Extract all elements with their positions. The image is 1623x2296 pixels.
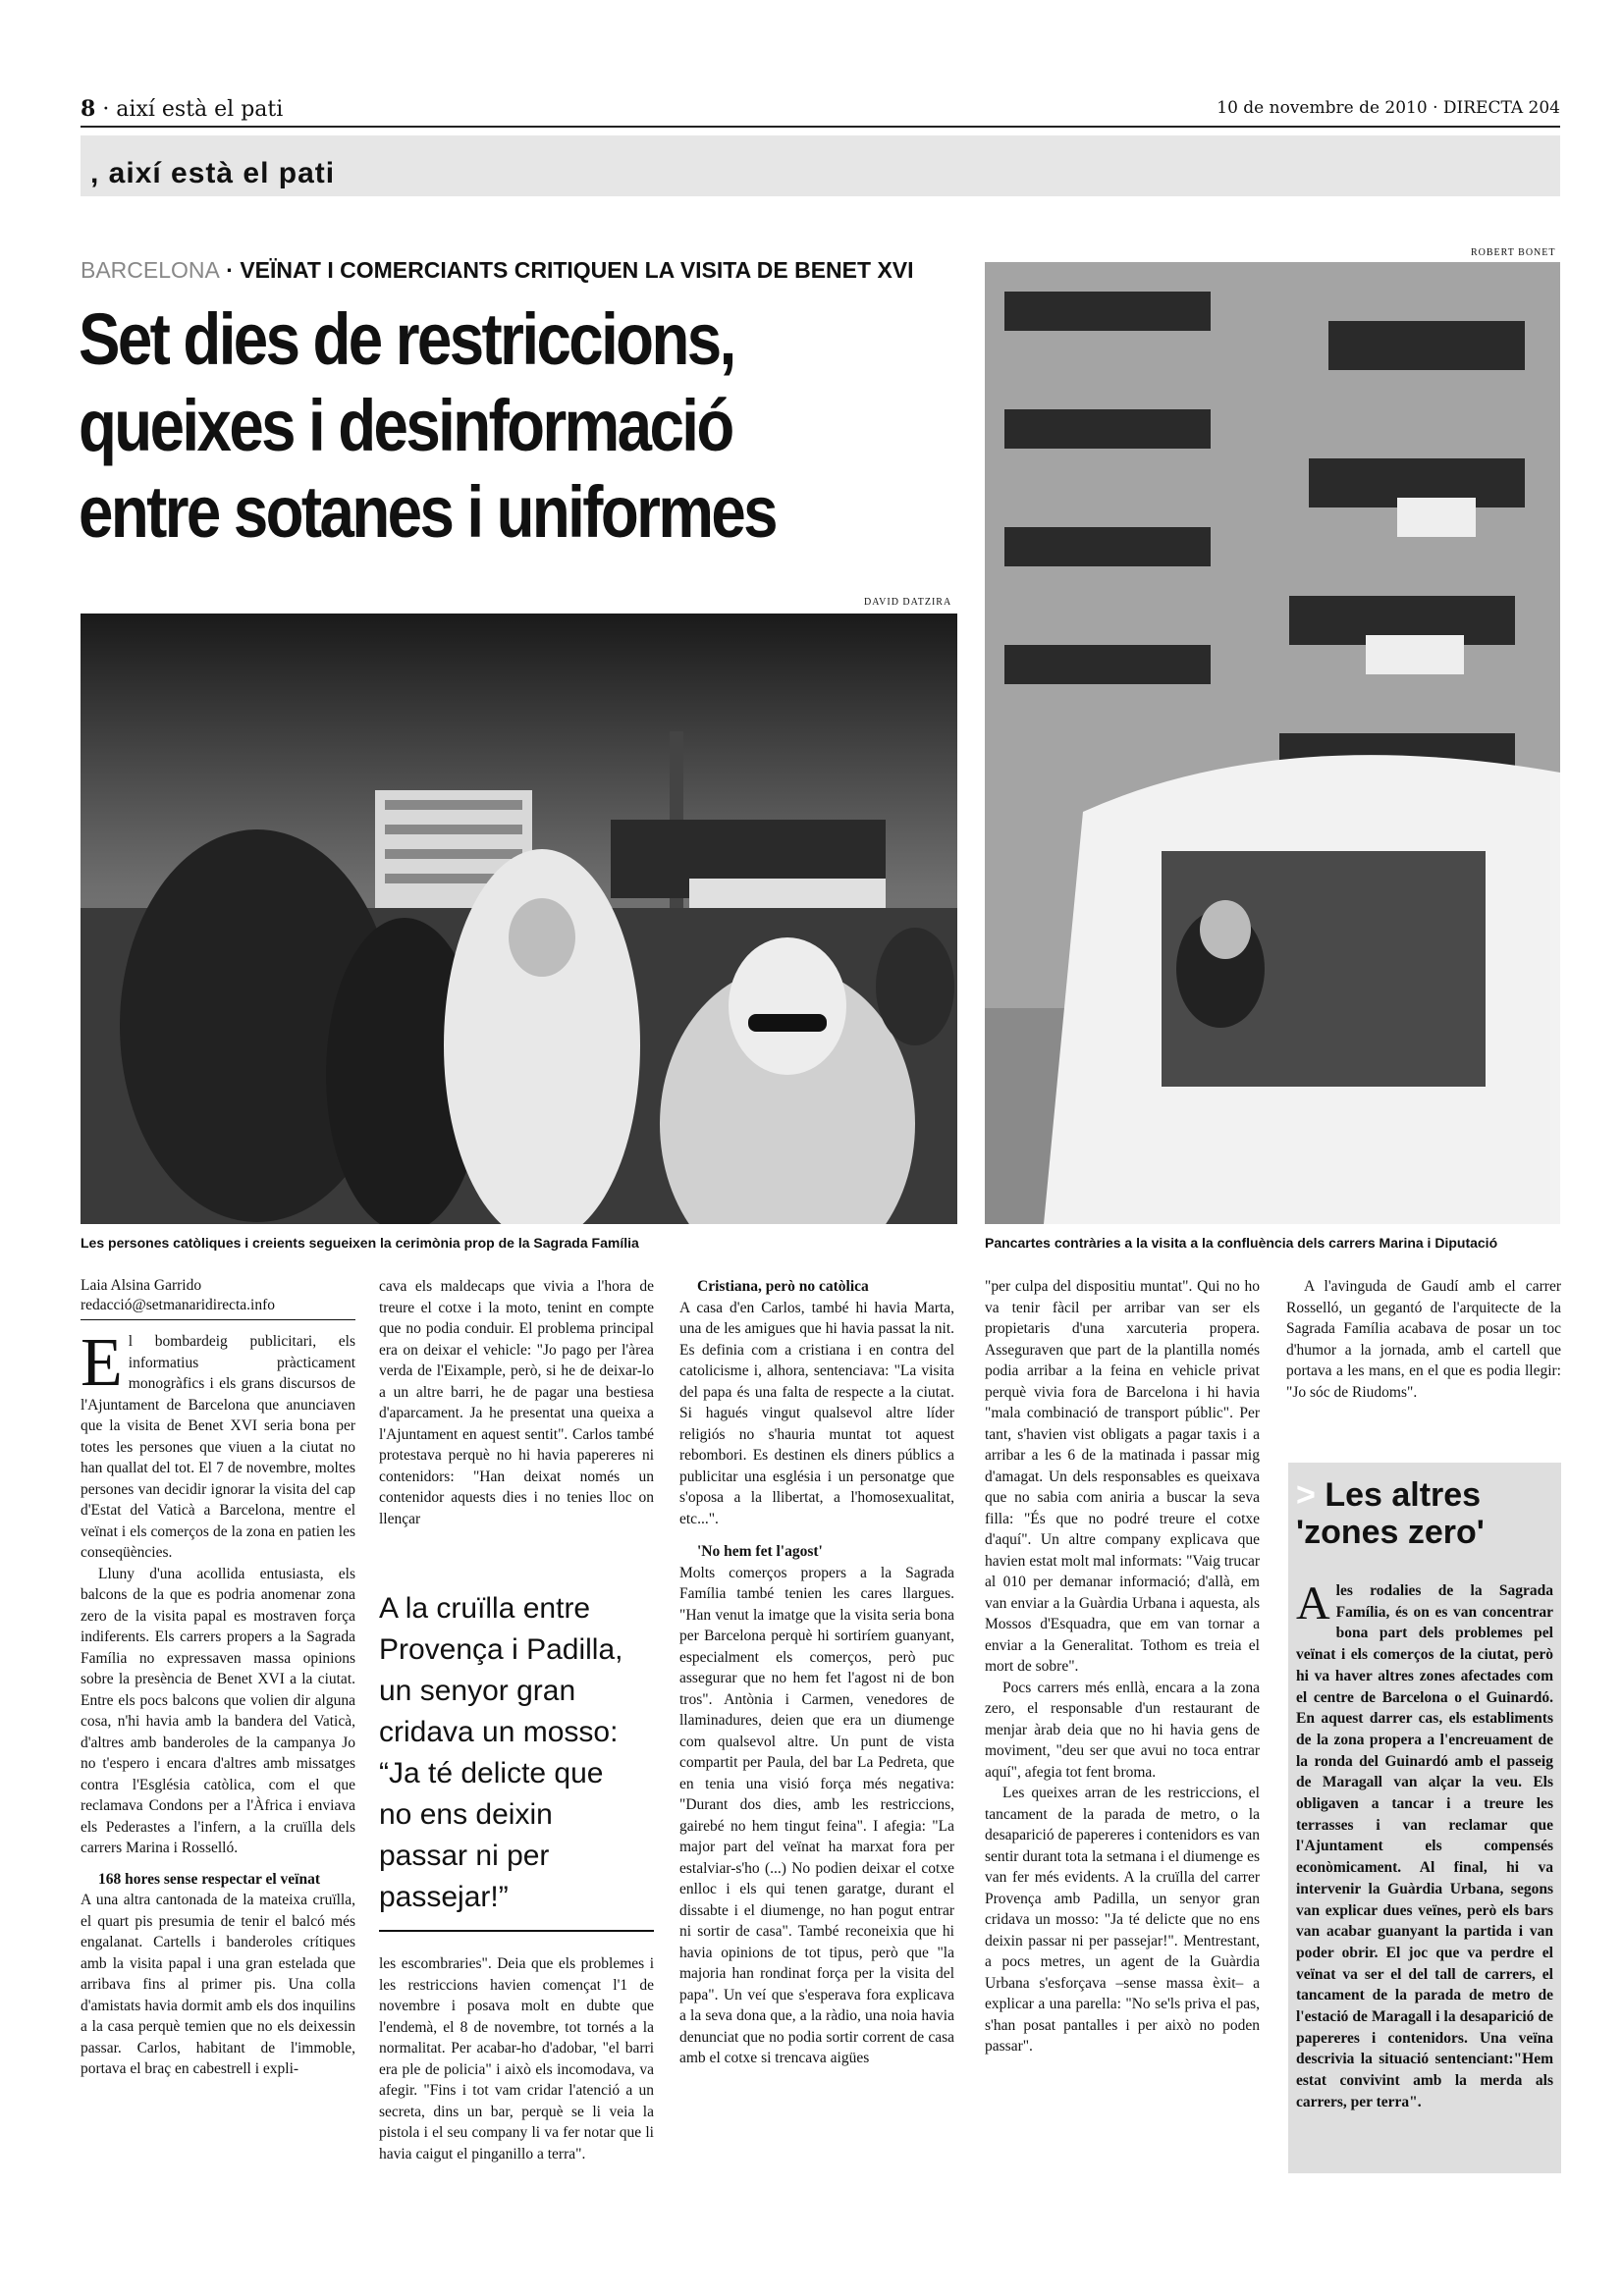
col4-paragraph-3: Les queixes arran de les restriccions, el tancament de la parada de metro, o la desaparició de papereres i contenidors es van sentir durant tota la setmana i el diumenge es van fer més evidents. A la cruïlla del carrer Provença amb Padilla, un senyor gran cridava un mosso: "Ja té delicte que no ens deixin passar ni per passejar!". Mentrestant, a pocs metres, un agent de la Guàrdia Urbana s'esforçava –sense massa èxit– a explicar a una parella: "No se'ls priva el pas, s'han posat pantalles i per això no poden passar". bbox=[985, 1785, 1260, 2055]
col3-subheading-1: Cristiana, però no catòlica bbox=[697, 1278, 869, 1295]
page-number: 8 bbox=[81, 96, 96, 122]
pullquote bbox=[379, 1588, 654, 1932]
headline-line-1: Set dies de restriccions, bbox=[79, 298, 734, 380]
sidebar-title-line-1: Les altres bbox=[1325, 1476, 1482, 1514]
section-bar bbox=[81, 135, 1560, 196]
column-5 bbox=[1286, 1276, 1561, 1403]
headline-line-3: entre sotanes i uniformes bbox=[79, 471, 776, 553]
pullquote-rule bbox=[379, 1930, 654, 1932]
photo-left bbox=[81, 614, 957, 1224]
col4-paragraph-2: Pocs carrers més enllà, encara a la zona zero, el responsable d'un restaurant de menjar àrab deia que no hi havia gens de moviment, "deu ser que avui no toca entrar aquí", afegia tot fent broma. bbox=[985, 1679, 1260, 1781]
byline bbox=[81, 1276, 355, 1320]
col1-paragraph-3: A una altra cantonada de la mateixa cruïlla, el quart pis presumia de tenir el balcó més engalanat. Cartells i banderoles crítiques amb la visita papal i una gran estelada que arribava fins al primer pis. Una colla d'amistats havia dormit amb els dos inquilins a la casa perquè temien que no els deixessin passar. Carlos, habitant de l'immoble, portava el braç en cabestrell i expli- bbox=[81, 1892, 355, 2077]
column-1 bbox=[81, 1325, 355, 2080]
sidebar-text: les rodalies de la Sagrada Família, és on es van concentrar bona part dels problemes pel veïnat i els comerços de la ciutat, però hi va haver altres zones afectades com el centre de Barcelona o el Guinardó. En aquest darrer cas, els establiments de la zona propera a l'encreuament de la ronda del Guinardó amb el passeig de Maragall van alçar la veu. Els obligaven a tancar i a treure les terrasses i van reclamar que l'Ajuntament els compensés econòmicament. Al final, hi va intervenir la Guàrdia Urbana, segons van explicar dues veïnes, però els bars van acabar guanyant la partida i van poder obrir. El joc que va perdre el veïnat va ser el del tall de carrers, el tancament de la parada de metro de l'estació de Maragall i la desaparició de papereres i contenidors. Una veïna descrivia la situació sentenciant:"Hem estat convivint amb la merda als carrers, per terra". bbox=[1296, 1582, 1553, 2110]
col2-paragraph-2: les escombraries". Deia que els problemes i les restriccions havien començat l'1 de novembre i posava molt en dubte que l'endemà, el 8 de novembre, tot tornés a la normalitat. Per acabar-ho d'adobar, "el barri era ple de policia" i això els incomodava, va afegir. "Fins i tot vam cridar l'atenció a un secreta, dins un bar, perquè se li veia la pistola i el seu company li va fer notar que li havia caigut el pinganillo a terra". bbox=[379, 1955, 654, 2163]
col3-subheading-2: 'No hem fet l'agost' bbox=[697, 1543, 823, 1560]
pullquote-line: passar ni per bbox=[379, 1840, 550, 1872]
sidebar-title-line-2: 'zones zero' bbox=[1296, 1514, 1485, 1551]
col4-paragraph-1: "per culpa del dispositiu muntat". Qui no ho va tenir fàcil per arribar van ser els propietaris d'una xarcuteria propera. Asseguraven que part de la plantilla només podia arribar a la feina en vehicle privat perquè vivia fora de Barcelona i hi havia "mala combinació de transport públic". Per tant, s'havien vist obligats a pagar taxis i a arribar a les 6 de la matinada i passar mig d'amagat. Un dels responsables es queixava que no sabia com aniria a buscar la seva filla: "És que no podré treure el cotxe d'aquí". Un altre company explicava que havien estat molt mal informats: "Vaig trucar al 010 per demanar informació; d'allà, em van enviar a la Guàrdia Urbana i aquesta, als Mossos d'Esquadra, que em van tornar a enviar a la Generalitat. Tothom es treia el mort de sobre". bbox=[985, 1278, 1260, 1675]
kicker-city: BARCELONA bbox=[81, 257, 220, 283]
photo-left-caption: Les persones catòliques i creients segueixen la cerimònia prop de la Sagrada Família bbox=[81, 1235, 639, 1251]
column-3 bbox=[679, 1276, 954, 2069]
pullquote-line: passejar!” bbox=[379, 1881, 509, 1913]
column-2-continued bbox=[379, 1953, 654, 2164]
col1-paragraph-1: l bombardeig publicitari, els informatius pràcticament monogràfics i els grans discursos de l'Ajuntament de Barcelona que anunciaven que la visita de Benet XVI seria bona per totes les persones que viuen a la ciutat no han quallat del tot. El 7 de novembre, moltes persones van decidir ignorar la visita del cap d'Estat del Vaticà a Barcelona, mentre el veïnat i els comerços de la zona en patien les conseqüències. bbox=[81, 1333, 355, 1561]
headline-line-2: queixes i desinformació bbox=[79, 385, 732, 466]
col3-paragraph-2: Molts comerços propers a la Sagrada Família també tenien les cares llargues. "Han venut la imatge que la visita seria bona per Barcelona perquè hi sortiríem guanyant, especialment els comerços, però puc assegurar que no hem fet l'agost ni de bon tros". Antònia i Carmen, venedores de llaminadures, deien que era un diumenge com qualsevol altre. Un punt de vista compartit per Paula, del bar La Pedreta, que en tenia una visió força més negativa: "Durant dos dies, amb les restriccions, gairebé no hem tingut feina". I afegia: "La major part del veïnat ha marxat fora per estalviar-s'ho (...) No podien deixar el cotxe enlloc i els qui tenen garatge, durant el dissabte i el diumenge, no han pogut entrar ni sortir de casa". També reconeixia que hi havia opinions de tot tipus, però que "la majoria han rondinat força per la visita del papa". Un veí que s'esperava fora explicava a la seva dona que, a la ràdio, una noia havia denunciat que no podia sortir corrent de casa amb el cotxe si trencava aigües bbox=[679, 1564, 954, 2066]
pullquote-line: A la cruïlla entre bbox=[379, 1592, 591, 1625]
col3-paragraph-1: A casa d'en Carlos, també hi havia Marta, una de les amigues que hi havia passat la nit. Es definia com a cristiana i en contra del catolicisme i, alhora, sentenciava: "La visita del papa és una falta de respecte a la ciutat. Si hagués vingut qualsevol altre líder religiós no s'hauria muntat tot aquest rebombori. Es destinen els diners públics a publicitar una església i un personatge que s'oposa a la llibertat, a l'homosexualitat, etc...". bbox=[679, 1299, 954, 1527]
col5-paragraph-1: A l'avinguda de Gaudí amb el carrer Rosselló, un gegantó de l'arquitecte de la Sagrada Família acabava de posar un toc d'humor a la jornada, amb el cartell que portava a les mans, en el que es podia llegir: "Jo sóc de Riudoms". bbox=[1286, 1278, 1561, 1401]
column-2 bbox=[379, 1276, 654, 1529]
running-head bbox=[81, 96, 1560, 128]
running-head-section: · així està el pati bbox=[102, 97, 284, 122]
sidebar-dropcap: A bbox=[1296, 1577, 1330, 1629]
running-head-left bbox=[81, 96, 283, 122]
section-bar-label: , així està el pati bbox=[90, 157, 336, 189]
pullquote-line: Provença i Padilla, bbox=[379, 1633, 623, 1666]
column-4 bbox=[985, 1276, 1260, 2057]
sidebar-body bbox=[1296, 1577, 1553, 2113]
kicker-text: · VEÏNAT I COMERCIANTS CRITIQUEN LA VISITA DE BENET XVI bbox=[219, 257, 914, 283]
date-issue: 10 de novembre de 2010 · DIRECTA 204 bbox=[1217, 98, 1560, 118]
sidebar-title bbox=[1296, 1476, 1551, 1551]
col1-paragraph-2: Lluny d'una acollida entusiasta, els balcons de la que es podria anomenar zona zero de la visita papal es mostraven força indiferents. Els carrers propers a la Sagrada Família no expressaven massa opinions sobre la presència de Benet XVI a la ciutat. Entre els pocs balcons que volien dir alguna cosa, n'hi havia amb la bandera del Vaticà, d'altres amb banderoles de la campanya Jo no t'espero i encara d'altres amb missatges contra l'Església catòlica, com el que reclamava Condons per a l'Àfrica i enviava els Pederastes a l'infern, a la cruïlla dels carrers Marina i Rosselló. bbox=[81, 1565, 355, 1856]
dropcap: E bbox=[81, 1325, 123, 1401]
kicker bbox=[81, 257, 914, 284]
pullquote-line: no ens deixin bbox=[379, 1798, 553, 1831]
byline-rule bbox=[81, 1319, 355, 1320]
sidebar-title-marker: > bbox=[1296, 1476, 1316, 1514]
pullquote-line: cridava un mosso: bbox=[379, 1716, 619, 1748]
pullquote-line: “Ja té delicte que bbox=[379, 1757, 604, 1789]
photo-right-credit: ROBERT BONET bbox=[1471, 247, 1556, 258]
byline-author: Laia Alsina Garrido bbox=[81, 1277, 202, 1294]
photo-left-image bbox=[81, 614, 957, 1224]
col1-subheading: 168 hores sense respectar el veïnat bbox=[98, 1870, 321, 1888]
col2-paragraph-1: cava els maldecaps que vivia a l'hora de treure el cotxe i la moto, tenint en compte que no podia conduir. El problema principal era on deixar el vehicle: "Jo pago per l'àrea verda de l'Eixample, però, si he de deixar-lo a un altre barri, he de pagar una bestiesa d'aparcament. Ja he presentat una queixa a l'Ajuntament en aquest sentit". Carlos també protestava perquè no hi havia papereres ni contenidors: "Han deixat només un contenidor aquests dies i no tenies lloc on llençar bbox=[379, 1278, 654, 1527]
photo-left-credit: DAVID DATZIRA bbox=[864, 597, 952, 608]
byline-email: redacció@setmanaridirecta.info bbox=[81, 1297, 276, 1313]
pullquote-line: un senyor gran bbox=[379, 1675, 576, 1707]
headline bbox=[79, 296, 839, 556]
photo-right-image bbox=[985, 262, 1560, 1224]
photo-right bbox=[985, 262, 1560, 1224]
photo-right-caption: Pancartes contràries a la visita a la confluència dels carrers Marina i Diputació bbox=[985, 1235, 1498, 1251]
